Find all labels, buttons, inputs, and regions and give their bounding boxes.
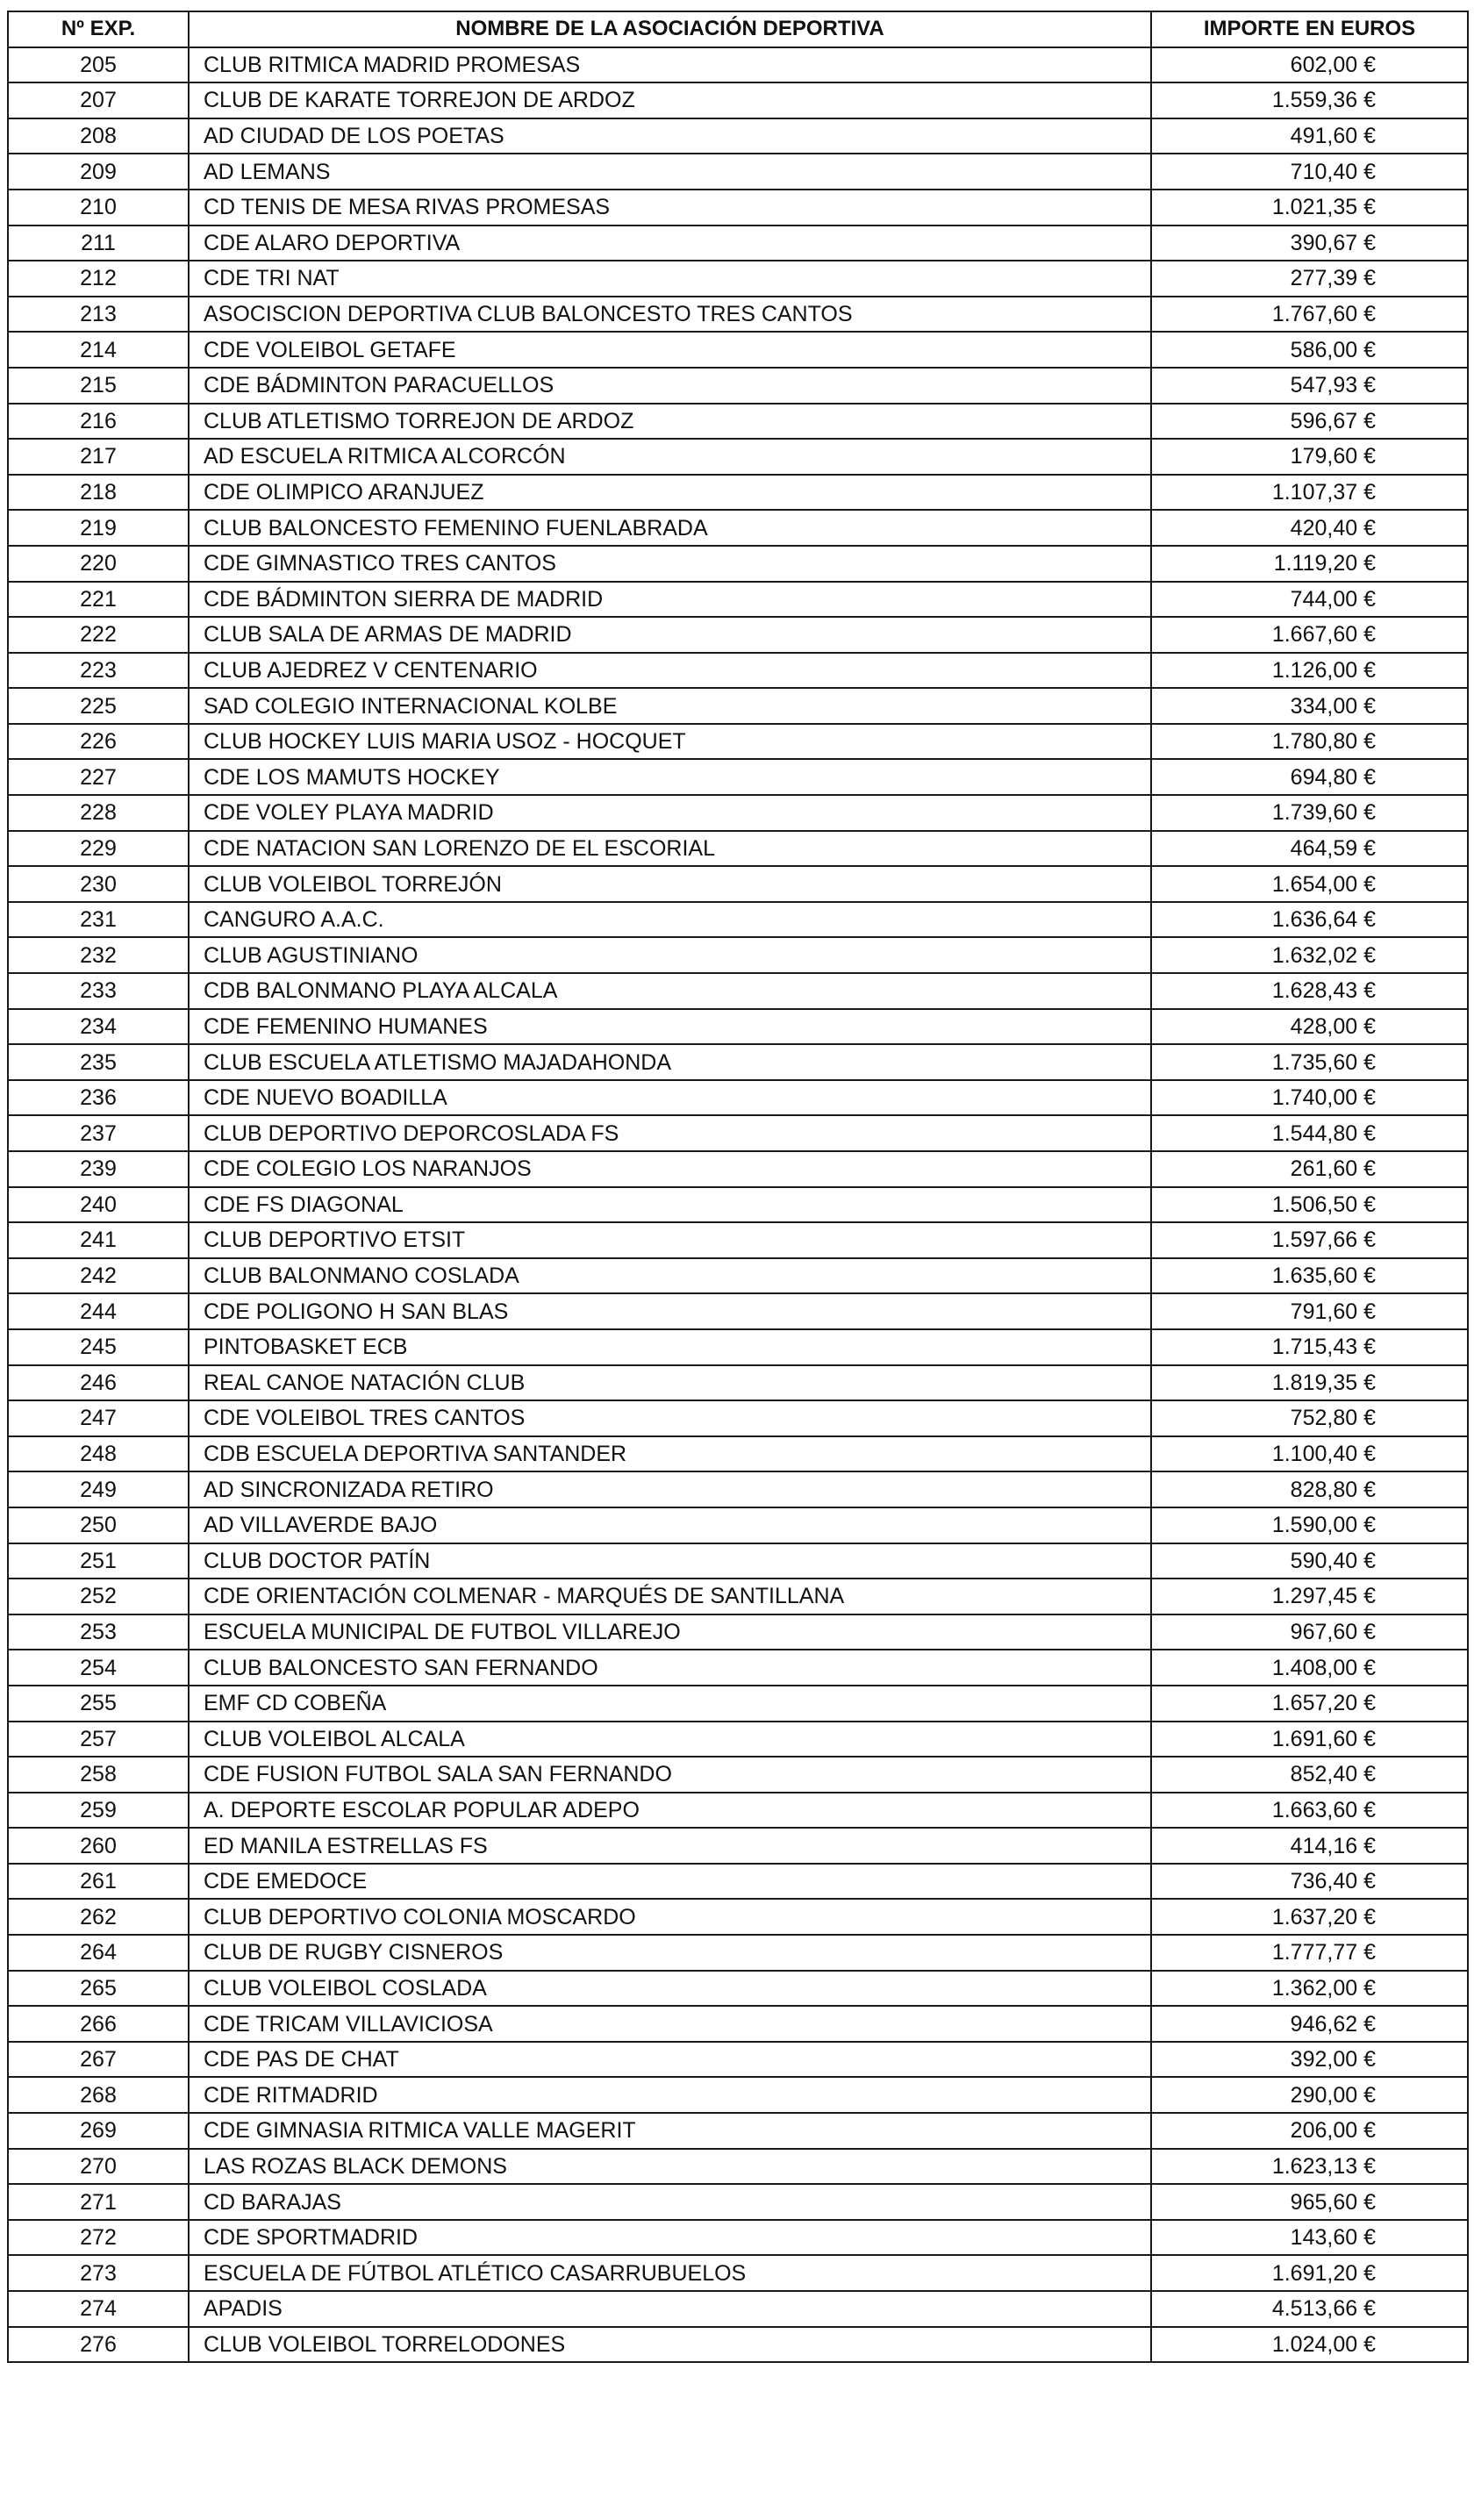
row-amount: 1.623,13 € <box>1151 2149 1468 2185</box>
row-amount: 1.667,60 € <box>1151 617 1468 653</box>
row-name: AD CIUDAD DE LOS POETAS <box>189 118 1151 154</box>
row-name: CDE SPORTMADRID <box>189 2220 1151 2256</box>
table-row <box>8 1793 1468 1829</box>
row-name: CDE FS DIAGONAL <box>189 1187 1151 1223</box>
row-number: 232 <box>8 937 189 973</box>
row-name: CDE PAS DE CHAT <box>189 2042 1151 2078</box>
row-name: SAD COLEGIO INTERNACIONAL KOLBE <box>189 688 1151 724</box>
table-row <box>8 404 1468 440</box>
row-amount: 4.513,66 € <box>1151 2291 1468 2327</box>
table-row <box>8 1686 1468 1722</box>
row-name: CLUB BALONCESTO SAN FERNANDO <box>189 1650 1151 1686</box>
row-name: PINTOBASKET ECB <box>189 1329 1151 1365</box>
table-row <box>8 1614 1468 1650</box>
table-row <box>8 1935 1468 1971</box>
row-name: CLUB DE RUGBY CISNEROS <box>189 1935 1151 1971</box>
table-row <box>8 475 1468 511</box>
row-name: CDE GIMNASIA RITMICA VALLE MAGERIT <box>189 2113 1151 2149</box>
row-name: CDB BALONMANO PLAYA ALCALA <box>189 973 1151 1009</box>
row-name: CDE VOLEY PLAYA MADRID <box>189 795 1151 831</box>
row-name: CDE BÁDMINTON PARACUELLOS <box>189 368 1151 404</box>
row-number: 222 <box>8 617 189 653</box>
row-amount: 1.637,20 € <box>1151 1899 1468 1935</box>
row-number: 257 <box>8 1722 189 1758</box>
row-number: 215 <box>8 368 189 404</box>
row-number: 258 <box>8 1757 189 1793</box>
table-row <box>8 1115 1468 1151</box>
table-row <box>8 2255 1468 2291</box>
row-amount: 1.119,20 € <box>1151 546 1468 582</box>
row-name: CDB ESCUELA DEPORTIVA SANTANDER <box>189 1436 1151 1472</box>
header-amount: IMPORTE EN EUROS <box>1151 11 1468 47</box>
row-number: 234 <box>8 1009 189 1045</box>
row-number: 248 <box>8 1436 189 1472</box>
table-row <box>8 1080 1468 1116</box>
row-amount: 179,60 € <box>1151 439 1468 475</box>
row-number: 212 <box>8 261 189 297</box>
row-name: CLUB VOLEIBOL TORRELODONES <box>189 2327 1151 2363</box>
row-amount: 1.740,00 € <box>1151 1080 1468 1116</box>
table-row <box>8 1044 1468 1080</box>
row-number: 221 <box>8 582 189 618</box>
row-name: CLUB DEPORTIVO COLONIA MOSCARDO <box>189 1899 1151 1935</box>
row-amount: 290,00 € <box>1151 2077 1468 2113</box>
row-amount: 602,00 € <box>1151 47 1468 83</box>
row-number: 237 <box>8 1115 189 1151</box>
row-amount: 1.739,60 € <box>1151 795 1468 831</box>
table-row <box>8 1650 1468 1686</box>
table-row <box>8 2327 1468 2363</box>
table-row <box>8 82 1468 118</box>
table-body <box>8 47 1468 2363</box>
row-amount: 547,93 € <box>1151 368 1468 404</box>
row-number: 216 <box>8 404 189 440</box>
row-name: AD VILLAVERDE BAJO <box>189 1507 1151 1543</box>
row-number: 265 <box>8 1971 189 2007</box>
row-name: EMF CD COBEÑA <box>189 1686 1151 1722</box>
table-row <box>8 190 1468 226</box>
table-row <box>8 653 1468 689</box>
row-amount: 694,80 € <box>1151 759 1468 795</box>
row-amount: 1.636,64 € <box>1151 902 1468 938</box>
row-number: 225 <box>8 688 189 724</box>
row-amount: 828,80 € <box>1151 1471 1468 1507</box>
row-name: CD BARAJAS <box>189 2184 1151 2220</box>
row-number: 259 <box>8 1793 189 1829</box>
row-amount: 392,00 € <box>1151 2042 1468 2078</box>
row-amount: 596,67 € <box>1151 404 1468 440</box>
row-number: 227 <box>8 759 189 795</box>
table-row <box>8 1151 1468 1187</box>
row-number: 205 <box>8 47 189 83</box>
row-amount: 414,16 € <box>1151 1828 1468 1864</box>
grants-table <box>7 11 1469 2363</box>
row-number: 261 <box>8 1864 189 1900</box>
row-name: CDE FEMENINO HUMANES <box>189 1009 1151 1045</box>
row-name: ED MANILA ESTRELLAS FS <box>189 1828 1151 1864</box>
row-amount: 277,39 € <box>1151 261 1468 297</box>
row-amount: 206,00 € <box>1151 2113 1468 2149</box>
table-row <box>8 759 1468 795</box>
row-number: 236 <box>8 1080 189 1116</box>
row-amount: 946,62 € <box>1151 2006 1468 2042</box>
row-name: REAL CANOE NATACIÓN CLUB <box>189 1365 1151 1401</box>
row-amount: 143,60 € <box>1151 2220 1468 2256</box>
table-row <box>8 1757 1468 1793</box>
row-amount: 1.691,20 € <box>1151 2255 1468 2291</box>
row-name: CANGURO A.A.C. <box>189 902 1151 938</box>
row-number: 250 <box>8 1507 189 1543</box>
table-header <box>8 11 1468 47</box>
row-amount: 1.408,00 € <box>1151 1650 1468 1686</box>
table-row <box>8 2042 1468 2078</box>
row-amount: 1.767,60 € <box>1151 297 1468 333</box>
row-number: 207 <box>8 82 189 118</box>
row-name: CDE VOLEIBOL GETAFE <box>189 332 1151 368</box>
table-row <box>8 118 1468 154</box>
row-name: CD TENIS DE MESA RIVAS PROMESAS <box>189 190 1151 226</box>
row-amount: 491,60 € <box>1151 118 1468 154</box>
row-name: CDE NATACION SAN LORENZO DE EL ESCORIAL <box>189 831 1151 867</box>
row-amount: 1.544,80 € <box>1151 1115 1468 1151</box>
row-amount: 1.506,50 € <box>1151 1187 1468 1223</box>
row-number: 226 <box>8 724 189 760</box>
row-name: CDE EMEDOCE <box>189 1864 1151 1900</box>
row-name: CDE LOS MAMUTS HOCKEY <box>189 759 1151 795</box>
table-row <box>8 226 1468 261</box>
table-row <box>8 617 1468 653</box>
row-name: CLUB AJEDREZ V CENTENARIO <box>189 653 1151 689</box>
row-name: AD SINCRONIZADA RETIRO <box>189 1471 1151 1507</box>
row-amount: 1.107,37 € <box>1151 475 1468 511</box>
row-number: 229 <box>8 831 189 867</box>
row-amount: 736,40 € <box>1151 1864 1468 1900</box>
row-name: ESCUELA MUNICIPAL DE FUTBOL VILLAREJO <box>189 1614 1151 1650</box>
row-number: 268 <box>8 2077 189 2113</box>
row-name: CDE GIMNASTICO TRES CANTOS <box>189 546 1151 582</box>
row-amount: 1.021,35 € <box>1151 190 1468 226</box>
row-number: 245 <box>8 1329 189 1365</box>
row-number: 251 <box>8 1543 189 1579</box>
table-row <box>8 1400 1468 1436</box>
table-row <box>8 2184 1468 2220</box>
row-amount: 464,59 € <box>1151 831 1468 867</box>
table-row <box>8 2291 1468 2327</box>
row-amount: 390,67 € <box>1151 226 1468 261</box>
row-amount: 710,40 € <box>1151 154 1468 190</box>
table-row <box>8 831 1468 867</box>
row-number: 266 <box>8 2006 189 2042</box>
row-name: CDE RITMADRID <box>189 2077 1151 2113</box>
row-name: CDE ALARO DEPORTIVA <box>189 226 1151 261</box>
table-row <box>8 1864 1468 1900</box>
table-row <box>8 439 1468 475</box>
row-amount: 1.780,80 € <box>1151 724 1468 760</box>
row-number: 254 <box>8 1650 189 1686</box>
row-number: 272 <box>8 2220 189 2256</box>
row-number: 208 <box>8 118 189 154</box>
row-name: APADIS <box>189 2291 1151 2327</box>
table-row <box>8 368 1468 404</box>
table-row <box>8 1436 1468 1472</box>
header-number: Nº EXP. <box>8 11 189 47</box>
table-row <box>8 1543 1468 1579</box>
row-name: CLUB HOCKEY LUIS MARIA USOZ - HOCQUET <box>189 724 1151 760</box>
row-name: ESCUELA DE FÚTBOL ATLÉTICO CASARRUBUELOS <box>189 2255 1151 2291</box>
row-number: 211 <box>8 226 189 261</box>
row-amount: 1.362,00 € <box>1151 1971 1468 2007</box>
row-number: 270 <box>8 2149 189 2185</box>
row-name: CLUB BALONCESTO FEMENINO FUENLABRADA <box>189 510 1151 546</box>
row-amount: 1.657,20 € <box>1151 1686 1468 1722</box>
row-name: CLUB VOLEIBOL ALCALA <box>189 1722 1151 1758</box>
row-amount: 1.590,00 € <box>1151 1507 1468 1543</box>
row-amount: 1.597,66 € <box>1151 1222 1468 1258</box>
row-number: 253 <box>8 1614 189 1650</box>
row-number: 220 <box>8 546 189 582</box>
row-amount: 744,00 € <box>1151 582 1468 618</box>
row-number: 228 <box>8 795 189 831</box>
row-number: 264 <box>8 1935 189 1971</box>
row-amount: 1.691,60 € <box>1151 1722 1468 1758</box>
row-number: 255 <box>8 1686 189 1722</box>
table-row <box>8 297 1468 333</box>
table-row <box>8 2077 1468 2113</box>
row-name: AD ESCUELA RITMICA ALCORCÓN <box>189 439 1151 475</box>
table-row <box>8 937 1468 973</box>
row-name: LAS ROZAS BLACK DEMONS <box>189 2149 1151 2185</box>
row-name: A. DEPORTE ESCOLAR POPULAR ADEPO <box>189 1793 1151 1829</box>
table-row <box>8 1187 1468 1223</box>
row-name: CLUB ESCUELA ATLETISMO MAJADAHONDA <box>189 1044 1151 1080</box>
row-amount: 1.735,60 € <box>1151 1044 1468 1080</box>
row-amount: 1.715,43 € <box>1151 1329 1468 1365</box>
table-row <box>8 795 1468 831</box>
row-number: 231 <box>8 902 189 938</box>
row-name: CDE ORIENTACIÓN COLMENAR - MARQUÉS DE SANTILLANA <box>189 1579 1151 1614</box>
row-amount: 1.632,02 € <box>1151 937 1468 973</box>
row-amount: 1.126,00 € <box>1151 653 1468 689</box>
table-row <box>8 510 1468 546</box>
row-number: 240 <box>8 1187 189 1223</box>
row-number: 246 <box>8 1365 189 1401</box>
row-amount: 1.663,60 € <box>1151 1793 1468 1829</box>
table-row <box>8 973 1468 1009</box>
table-row <box>8 1971 1468 2007</box>
row-number: 213 <box>8 297 189 333</box>
row-name: ASOCISCION DEPORTIVA CLUB BALONCESTO TRES CANTOS <box>189 297 1151 333</box>
row-amount: 261,60 € <box>1151 1151 1468 1187</box>
row-amount: 1.819,35 € <box>1151 1365 1468 1401</box>
table-row <box>8 902 1468 938</box>
row-amount: 1.100,40 € <box>1151 1436 1468 1472</box>
table-row <box>8 1507 1468 1543</box>
row-amount: 420,40 € <box>1151 510 1468 546</box>
document-page <box>7 11 1469 2363</box>
table-row <box>8 866 1468 902</box>
row-amount: 590,40 € <box>1151 1543 1468 1579</box>
row-name: CLUB DEPORTIVO DEPORCOSLADA FS <box>189 1115 1151 1151</box>
table-row <box>8 47 1468 83</box>
row-number: 217 <box>8 439 189 475</box>
row-name: CDE TRICAM VILLAVICIOSA <box>189 2006 1151 2042</box>
row-number: 233 <box>8 973 189 1009</box>
row-amount: 1.024,00 € <box>1151 2327 1468 2363</box>
table-row <box>8 1722 1468 1758</box>
row-name: CDE POLIGONO H SAN BLAS <box>189 1293 1151 1329</box>
row-amount: 1.559,36 € <box>1151 82 1468 118</box>
row-number: 223 <box>8 653 189 689</box>
row-amount: 967,60 € <box>1151 1614 1468 1650</box>
table-row <box>8 332 1468 368</box>
row-number: 252 <box>8 1579 189 1614</box>
table-row <box>8 1258 1468 1294</box>
row-number: 276 <box>8 2327 189 2363</box>
row-name: CLUB SALA DE ARMAS DE MADRID <box>189 617 1151 653</box>
row-amount: 791,60 € <box>1151 1293 1468 1329</box>
row-number: 219 <box>8 510 189 546</box>
table-row <box>8 1471 1468 1507</box>
row-name: CLUB ATLETISMO TORREJON DE ARDOZ <box>189 404 1151 440</box>
row-name: AD LEMANS <box>189 154 1151 190</box>
row-name: CLUB AGUSTINIANO <box>189 937 1151 973</box>
row-amount: 586,00 € <box>1151 332 1468 368</box>
table-row <box>8 1579 1468 1614</box>
row-amount: 1.628,43 € <box>1151 973 1468 1009</box>
table-row <box>8 1828 1468 1864</box>
table-row <box>8 2149 1468 2185</box>
row-number: 260 <box>8 1828 189 1864</box>
row-number: 271 <box>8 2184 189 2220</box>
table-row <box>8 1899 1468 1935</box>
row-name: CDE COLEGIO LOS NARANJOS <box>189 1151 1151 1187</box>
row-name: CLUB BALONMANO COSLADA <box>189 1258 1151 1294</box>
row-name: CDE VOLEIBOL TRES CANTOS <box>189 1400 1151 1436</box>
header-name: NOMBRE DE LA ASOCIACIÓN DEPORTIVA <box>189 11 1151 47</box>
row-amount: 965,60 € <box>1151 2184 1468 2220</box>
table-row <box>8 582 1468 618</box>
row-number: 210 <box>8 190 189 226</box>
row-number: 274 <box>8 2291 189 2327</box>
header-row <box>8 11 1468 47</box>
row-name: CLUB DE KARATE TORREJON DE ARDOZ <box>189 82 1151 118</box>
row-name: CLUB RITMICA MADRID PROMESAS <box>189 47 1151 83</box>
table-row <box>8 1329 1468 1365</box>
row-number: 262 <box>8 1899 189 1935</box>
row-amount: 428,00 € <box>1151 1009 1468 1045</box>
table-row <box>8 724 1468 760</box>
row-amount: 1.635,60 € <box>1151 1258 1468 1294</box>
row-amount: 1.654,00 € <box>1151 866 1468 902</box>
row-number: 209 <box>8 154 189 190</box>
row-number: 214 <box>8 332 189 368</box>
table-row <box>8 1293 1468 1329</box>
row-amount: 334,00 € <box>1151 688 1468 724</box>
row-number: 249 <box>8 1471 189 1507</box>
row-number: 241 <box>8 1222 189 1258</box>
row-amount: 852,40 € <box>1151 1757 1468 1793</box>
row-name: CLUB DEPORTIVO ETSIT <box>189 1222 1151 1258</box>
table-row <box>8 1222 1468 1258</box>
row-number: 239 <box>8 1151 189 1187</box>
row-name: CDE FUSION FUTBOL SALA SAN FERNANDO <box>189 1757 1151 1793</box>
row-number: 218 <box>8 475 189 511</box>
row-name: CDE TRI NAT <box>189 261 1151 297</box>
row-name: CDE NUEVO BOADILLA <box>189 1080 1151 1116</box>
row-name: CDE OLIMPICO ARANJUEZ <box>189 475 1151 511</box>
table-row <box>8 688 1468 724</box>
row-name: CLUB VOLEIBOL COSLADA <box>189 1971 1151 2007</box>
table-row <box>8 261 1468 297</box>
row-name: CDE BÁDMINTON SIERRA DE MADRID <box>189 582 1151 618</box>
row-number: 235 <box>8 1044 189 1080</box>
row-number: 269 <box>8 2113 189 2149</box>
row-number: 230 <box>8 866 189 902</box>
row-number: 242 <box>8 1258 189 1294</box>
row-name: CLUB DOCTOR PATÍN <box>189 1543 1151 1579</box>
table-row <box>8 1365 1468 1401</box>
row-amount: 1.297,45 € <box>1151 1579 1468 1614</box>
table-row <box>8 2006 1468 2042</box>
table-row <box>8 154 1468 190</box>
row-amount: 752,80 € <box>1151 1400 1468 1436</box>
table-row <box>8 2113 1468 2149</box>
row-number: 273 <box>8 2255 189 2291</box>
table-row <box>8 2220 1468 2256</box>
row-number: 267 <box>8 2042 189 2078</box>
row-number: 247 <box>8 1400 189 1436</box>
table-row <box>8 1009 1468 1045</box>
row-amount: 1.777,77 € <box>1151 1935 1468 1971</box>
row-number: 244 <box>8 1293 189 1329</box>
table-row <box>8 546 1468 582</box>
row-name: CLUB VOLEIBOL TORREJÓN <box>189 866 1151 902</box>
